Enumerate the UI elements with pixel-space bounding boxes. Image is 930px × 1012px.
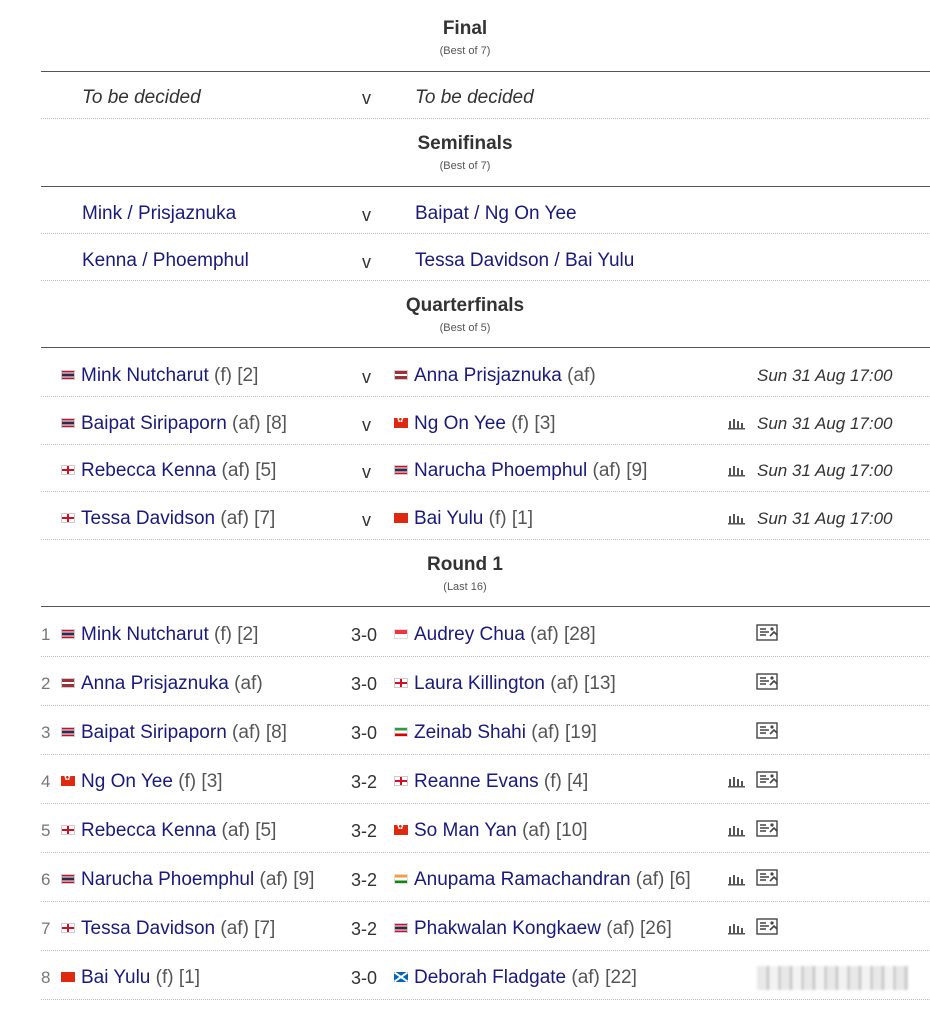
player-seed: [6] (664, 869, 691, 890)
match-score: 3-0 (351, 968, 378, 988)
player-name[interactable]: Ng On Yee (414, 413, 506, 434)
player-status: (af) (587, 460, 621, 481)
player-status: (f) (150, 967, 174, 988)
round1-rule (41, 606, 930, 607)
round1-player2[interactable] (394, 624, 596, 646)
frame-scores-icon[interactable] (756, 918, 780, 941)
round1-player1[interactable] (61, 967, 200, 989)
divider (41, 539, 930, 540)
quarterfinal-player2[interactable] (394, 508, 533, 530)
semifinals-best-of: (Best of 7) (439, 160, 491, 172)
player-seed: [5] (250, 460, 277, 481)
divider (41, 901, 930, 902)
tv-broadcast-icon[interactable] (728, 775, 746, 793)
player-seed: [28] (558, 624, 596, 645)
country-flag-icon (394, 825, 408, 835)
blurred-overlay (757, 966, 909, 990)
quarterfinal-player1[interactable] (61, 413, 287, 435)
player-seed: [7] (248, 508, 276, 529)
player-name[interactable]: Phakwalan Kongkaew (414, 918, 601, 939)
quarterfinals-rule (41, 347, 930, 348)
frame-scores-icon[interactable] (756, 673, 780, 696)
country-flag-icon (394, 972, 408, 982)
round1-best-of: (Last 16) (443, 581, 487, 593)
player-status: (af) (226, 413, 261, 434)
country-flag-icon (394, 418, 408, 428)
tv-broadcast-icon[interactable] (728, 464, 746, 482)
country-flag-icon (394, 465, 408, 475)
match-datetime: Sun 31 Aug 17:00 (757, 414, 893, 433)
player-status: (f) (505, 413, 530, 434)
player-seed: [2] (232, 365, 259, 386)
match-number: 7 (41, 919, 51, 938)
final-rule (41, 71, 930, 72)
divider (41, 803, 930, 804)
player-seed: [7] (248, 918, 276, 939)
country-flag-icon (61, 370, 75, 380)
divider (41, 656, 930, 657)
divider (41, 396, 930, 397)
quarterfinal-vs: v (362, 415, 371, 435)
quarterfinal-player2[interactable] (394, 365, 596, 387)
player-name[interactable]: Laura Killington (414, 673, 545, 694)
quarterfinal-player2[interactable] (394, 413, 556, 435)
match-number: 3 (41, 723, 51, 742)
player-seed: [3] (196, 771, 223, 792)
country-flag-icon (61, 776, 75, 786)
player-name[interactable]: Baipat Siripaporn (81, 722, 227, 743)
player-seed: [3] (529, 413, 556, 434)
round1-player1[interactable] (61, 771, 223, 793)
player-name[interactable]: Rebecca Kenna (81, 820, 217, 841)
country-flag-icon (394, 727, 408, 737)
player-name[interactable]: Anupama Ramachandran (414, 869, 631, 890)
divider (41, 950, 930, 951)
semifinal-player2[interactable]: Tessa Davidson / Bai Yulu (415, 250, 635, 271)
player-status: (af) (254, 869, 288, 890)
player-status: (f) (208, 624, 232, 645)
country-flag-icon (61, 825, 75, 835)
round1-player2[interactable] (394, 722, 597, 744)
player-status: (af) (566, 967, 600, 988)
player-name[interactable]: Deborah Fladgate (414, 967, 567, 988)
semifinal-player2[interactable]: Baipat / Ng On Yee (415, 203, 577, 224)
final-vs: v (362, 88, 371, 108)
match-score: 3-2 (351, 870, 378, 890)
player-status: (af) (226, 722, 261, 743)
round1-player2[interactable] (394, 918, 672, 940)
match-datetime: Sun 31 Aug 17:00 (757, 461, 893, 480)
country-flag-icon (61, 923, 75, 933)
player-seed: [1] (506, 508, 534, 529)
player-seed: [9] (621, 460, 648, 481)
player-status: (af) (544, 673, 579, 694)
frame-scores-icon[interactable] (756, 869, 780, 892)
match-number: 8 (41, 968, 51, 987)
divider (41, 118, 930, 119)
player-seed: [19] (559, 722, 597, 743)
round1-player1[interactable] (61, 820, 276, 842)
country-flag-icon (61, 972, 75, 982)
player-status: (af) (228, 673, 263, 694)
player-seed: [5] (250, 820, 277, 841)
player-name[interactable]: Narucha Phoemphul (414, 460, 588, 481)
divider (41, 705, 930, 706)
country-flag-icon (394, 923, 408, 933)
tv-broadcast-icon[interactable] (728, 512, 746, 530)
divider (41, 754, 930, 755)
player-name[interactable]: Bai Yulu (81, 967, 151, 988)
player-seed: [13] (578, 673, 616, 694)
player-name[interactable]: Mink Nutcharut (81, 365, 209, 386)
country-flag-icon (61, 874, 75, 884)
player-name[interactable]: Baipat Siripaporn (81, 413, 227, 434)
player-name[interactable]: Audrey Chua (414, 624, 525, 645)
player-seed: [8] (260, 722, 287, 743)
divider (41, 444, 930, 445)
semifinal-vs: v (362, 205, 371, 225)
player-status: (af) (516, 820, 551, 841)
semifinal-player1[interactable]: Mink / Prisjaznuka (82, 203, 237, 224)
round1-player1[interactable] (61, 722, 287, 744)
quarterfinal-player2[interactable] (394, 460, 647, 482)
player-status: (af) (216, 820, 250, 841)
player-status: (f) (172, 771, 197, 792)
country-flag-icon (394, 776, 408, 786)
round1-player2[interactable] (394, 869, 691, 891)
player-name[interactable]: Rebecca Kenna (81, 460, 217, 481)
player-name[interactable]: So Man Yan (414, 820, 517, 841)
match-number: 5 (41, 821, 51, 840)
divider (41, 280, 930, 281)
match-number: 2 (41, 674, 51, 693)
match-score: 3-2 (351, 919, 378, 939)
match-score: 3-2 (351, 821, 378, 841)
country-flag-icon (61, 465, 75, 475)
quarterfinal-player1[interactable] (61, 460, 276, 482)
player-status: (af) (561, 365, 596, 386)
final-player1: To be decided (82, 87, 201, 108)
player-name[interactable]: Bai Yulu (414, 508, 484, 529)
player-seed: [9] (288, 869, 315, 890)
player-name[interactable]: Anna Prisjaznuka (81, 673, 229, 694)
country-flag-icon (394, 629, 408, 639)
frame-scores-icon[interactable] (756, 722, 780, 745)
match-number: 6 (41, 870, 51, 889)
final-best-of: (Best of 7) (439, 45, 491, 57)
player-status: (f) (483, 508, 507, 529)
country-flag-icon (394, 678, 408, 688)
frame-scores-icon[interactable] (756, 820, 780, 843)
player-status: (af) (600, 918, 635, 939)
player-seed: [26] (634, 918, 672, 939)
quarterfinal-player1[interactable] (61, 365, 258, 387)
country-flag-icon (394, 370, 408, 380)
match-score: 3-0 (351, 723, 378, 743)
tv-broadcast-icon[interactable] (728, 824, 746, 842)
final-player2: To be decided (415, 87, 534, 108)
quarterfinal-vs: v (362, 462, 371, 482)
match-number: 4 (41, 772, 51, 791)
match-score: 3-0 (351, 625, 378, 645)
round1-player2[interactable] (394, 967, 637, 989)
quarterfinal-vs: v (362, 510, 371, 530)
round1-player2[interactable] (394, 771, 588, 793)
player-seed: [2] (232, 624, 259, 645)
semifinals-rule (41, 186, 930, 187)
player-seed: [22] (599, 967, 637, 988)
divider (41, 999, 930, 1000)
player-name[interactable]: Ng On Yee (81, 771, 173, 792)
round1-heading: Round 1 (427, 554, 503, 575)
match-datetime: Sun 31 Aug 17:00 (757, 509, 893, 528)
country-flag-icon (61, 629, 75, 639)
match-datetime: Sun 31 Aug 17:00 (757, 366, 893, 385)
frame-scores-icon[interactable] (756, 624, 780, 647)
quarterfinals-best-of: (Best of 5) (439, 322, 491, 334)
divider (41, 852, 930, 853)
player-name[interactable]: Tessa Davidson (81, 918, 216, 939)
player-name[interactable]: Mink Nutcharut (81, 624, 209, 645)
match-score: 3-2 (351, 772, 378, 792)
player-status: (af) (215, 918, 249, 939)
semifinal-vs: v (362, 252, 371, 272)
player-status: (af) (630, 869, 665, 890)
player-name[interactable]: Anna Prisjaznuka (414, 365, 562, 386)
player-status: (f) (208, 365, 232, 386)
final-heading: Final (442, 18, 488, 39)
player-seed: [4] (561, 771, 589, 792)
semifinal-player1[interactable]: Kenna / Phoemphul (82, 250, 249, 271)
player-status: (f) (538, 771, 562, 792)
round1-player1[interactable] (61, 918, 275, 940)
match-number: 1 (41, 625, 51, 644)
quarterfinal-player1[interactable] (61, 508, 275, 530)
semifinals-heading: Semifinals (417, 133, 513, 154)
player-status: (af) (215, 508, 249, 529)
round1-player2[interactable] (394, 820, 588, 842)
player-name[interactable]: Zeinab Shahi (414, 722, 526, 743)
round1-player1[interactable] (61, 673, 263, 695)
round1-player1[interactable] (61, 624, 258, 646)
divider (41, 233, 930, 234)
country-flag-icon (394, 874, 408, 884)
country-flag-icon (61, 418, 75, 428)
player-seed: [1] (173, 967, 201, 988)
player-name[interactable]: Narucha Phoemphul (81, 869, 255, 890)
tv-broadcast-icon[interactable] (728, 873, 746, 891)
frame-scores-icon[interactable] (756, 771, 780, 794)
round1-player2[interactable] (394, 673, 616, 695)
player-seed: [10] (550, 820, 588, 841)
round1-player1[interactable] (61, 869, 314, 891)
player-status: (af) (216, 460, 250, 481)
country-flag-icon (61, 727, 75, 737)
match-score: 3-0 (351, 674, 378, 694)
quarterfinals-heading: Quarterfinals (405, 295, 525, 316)
tv-broadcast-icon[interactable] (728, 922, 746, 940)
quarterfinal-vs: v (362, 367, 371, 387)
player-name[interactable]: Reanne Evans (414, 771, 539, 792)
tv-broadcast-icon[interactable] (728, 417, 746, 435)
country-flag-icon (61, 678, 75, 688)
country-flag-icon (61, 513, 75, 523)
player-status: (af) (525, 722, 560, 743)
player-status: (af) (524, 624, 559, 645)
divider (41, 491, 930, 492)
player-name[interactable]: Tessa Davidson (81, 508, 216, 529)
country-flag-icon (394, 513, 408, 523)
player-seed: [8] (260, 413, 287, 434)
